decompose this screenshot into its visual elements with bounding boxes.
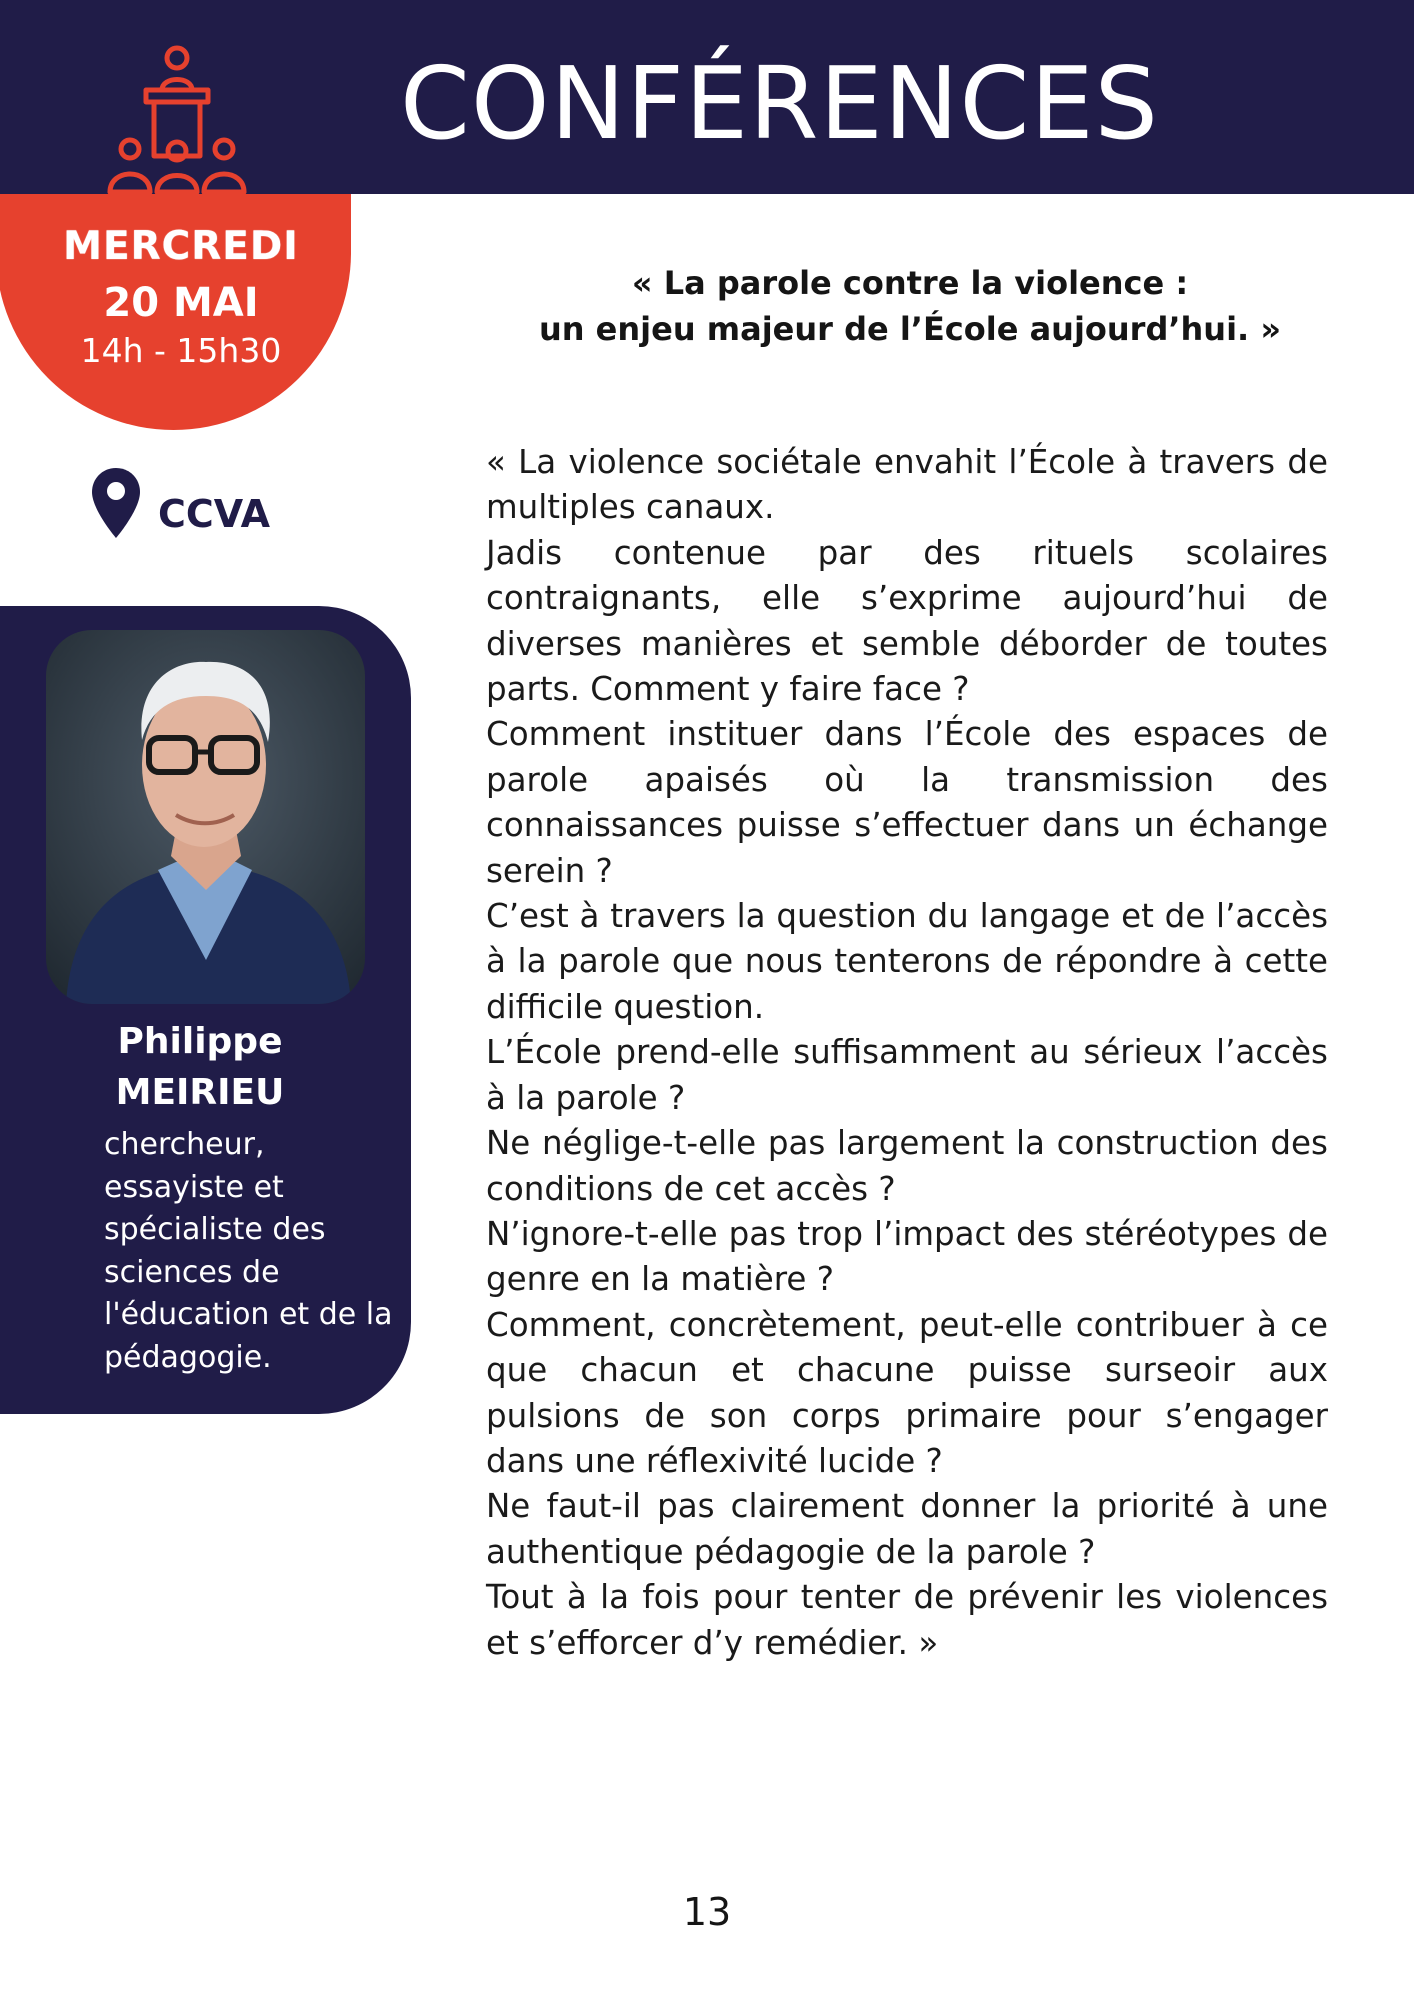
- speaker-last-name: MEIRIEU: [115, 1072, 285, 1113]
- paragraph: Jadis contenue par des rituels scolaires contraignants, elle s’exprime aujourd’hui de diverses manières et semble déborder de toutes parts. Comment y faire face ?: [486, 533, 1328, 709]
- paragraph: N’ignore-t-elle pas trop l’impact des stéréotypes de genre en la matière ?: [486, 1214, 1328, 1299]
- talk-title-line-1: « La parole contre la violence :: [631, 264, 1189, 302]
- speaker-first-name: Philippe: [117, 1021, 283, 1062]
- talk-title-line-2: un enjeu majeur de l’École aujourd’hui. »: [538, 310, 1282, 348]
- talk-title: [500, 260, 1320, 352]
- page-title: CONFÉRENCES: [400, 45, 1159, 162]
- speaker-name: [20, 1016, 380, 1118]
- speaker-role: chercheur, essayiste et spécialiste des sciences de l'éducation et de la pédagogie.: [104, 1127, 393, 1375]
- conference-speaker-icon: [102, 44, 262, 194]
- map-pin-icon: [90, 466, 142, 540]
- paragraph: Ne faut-il pas clairement donner la priorité à une authentique pédagogie de la parole ?: [486, 1487, 1328, 1571]
- paragraph: Ne néglige-t-elle pas largement la construction des conditions de cet accès ?: [486, 1124, 1328, 1208]
- paragraph: « La violence sociétale envahit l’École à travers de multiples canaux.: [486, 443, 1328, 527]
- speaker-card: [0, 606, 411, 1414]
- paragraph: Comment instituer dans l’École des espaces de parole apaisés où la transmission des connaissances puisse s’effectuer dans un échange serein ?: [486, 715, 1328, 890]
- speaker-photo: [46, 630, 365, 1004]
- date-day: MERCREDI: [63, 224, 299, 269]
- date-badge: [0, 194, 351, 430]
- paragraph: Tout à la fois pour tenter de prévenir les violences et s’efforcer d’y remédier. »: [486, 1578, 1328, 1662]
- date-date: 20 MAI: [103, 280, 259, 326]
- paragraph: Comment, concrètement, peut-elle contribuer à ce que chacun et chacune puisse surseoir aux pulsions de son corps primaire pour s’engager dans une réflexivité lucide ?: [486, 1305, 1328, 1480]
- talk-description: [486, 440, 1328, 1666]
- speaker-portrait: [46, 630, 365, 1004]
- paragraph: L’École prend-elle suffisamment au sérieux l’accès à la parole ?: [486, 1033, 1328, 1117]
- date-time: 14h - 15h30: [80, 331, 282, 370]
- page-number: 13: [682, 1890, 732, 1934]
- paragraph: C’est à travers la question du langage et de l’accès à la parole que nous tenterons de répondre à cette difficile question.: [486, 897, 1328, 1026]
- location-name: CCVA: [158, 492, 271, 536]
